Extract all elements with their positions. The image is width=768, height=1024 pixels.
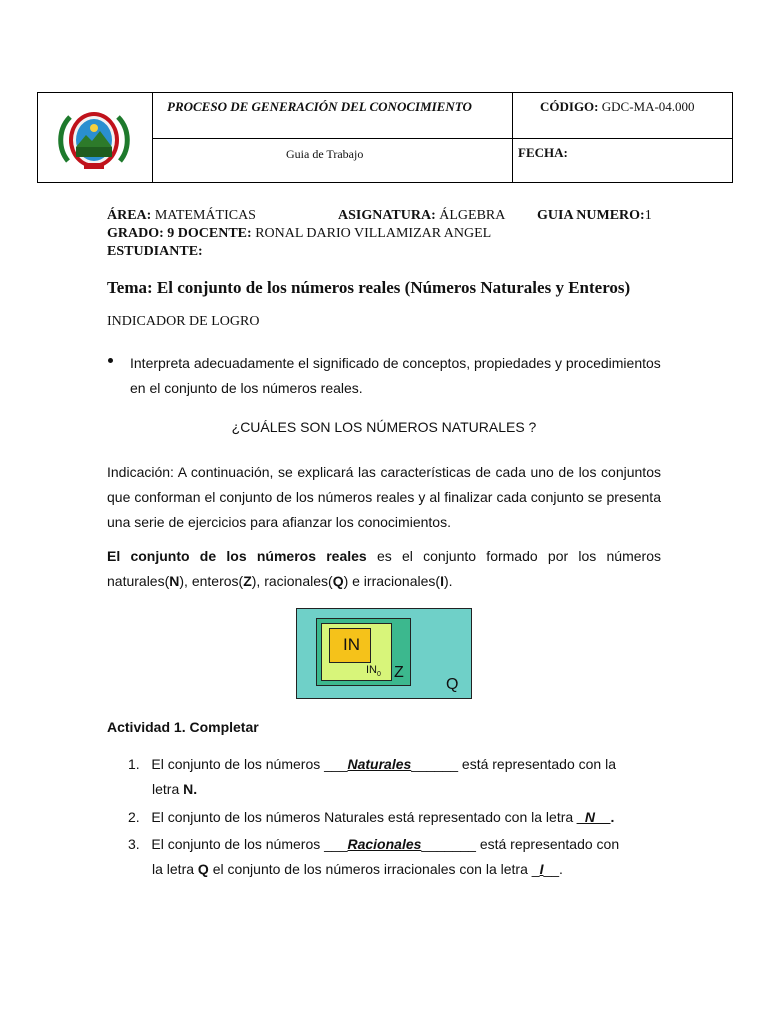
definition-text: ), enteros(: [179, 573, 244, 589]
area-line: [107, 208, 256, 224]
header-table: [37, 92, 733, 183]
item-text: El conjunto de los números Naturales está representado con la letra: [151, 809, 578, 825]
item-answer: _N__: [577, 809, 611, 825]
indicator-line: Interpreta adecuadamente el significado de conceptos, propiedades y procedimientos: [130, 355, 661, 371]
item-answer: Naturales: [347, 756, 412, 772]
grade-label: GRADO: 9: [107, 226, 175, 241]
indication-line: que conforman el conjunto de los números reales y al finalizar cada conjunto se presenta: [107, 489, 661, 505]
date-label: FECHA:: [518, 145, 568, 160]
activity-item-2: [128, 805, 614, 830]
item-text: El conjunto de los números ___: [151, 836, 348, 852]
definition-text: es el conjunto formado por los números: [366, 548, 661, 564]
subject-value: ÁLGEBRA: [439, 208, 506, 223]
set-symbol-z: Z: [243, 573, 252, 589]
item-number: 2.: [128, 809, 140, 825]
item-text: El conjunto de los números ___: [151, 756, 348, 772]
definition-text: ).: [443, 573, 453, 589]
guide-number-value: 1: [644, 208, 652, 223]
code-value: GDC-MA-04.000: [601, 99, 695, 114]
definition-line: [107, 544, 661, 569]
item-number: 1.: [128, 756, 140, 772]
topic-title: Tema: El conjunto de los números reales (Números Naturales y Enteros): [107, 278, 631, 297]
indication-line: Indicación: A continuación, se explicará las características de cada uno de los conjuntos: [107, 464, 661, 480]
set-n0-text: IN: [366, 664, 377, 676]
set-symbol-q: Q: [332, 573, 344, 589]
set-n0-subscript: 0: [377, 671, 381, 679]
item-text: __.: [543, 861, 563, 877]
activity-item-line: [128, 857, 619, 882]
activity-item-1: [128, 752, 616, 802]
subject-label: ASIGNATURA:: [338, 208, 436, 223]
guide-number-label: GUIA NUMERO:: [537, 208, 645, 223]
item-text: letra: [152, 781, 184, 797]
indicator-title: INDICADOR DE LOGRO: [107, 314, 260, 329]
item-text: el conjunto de los números irracionales con la letra _: [208, 861, 540, 877]
guide-number-line: [537, 208, 652, 224]
item-text: ______ está representado con la: [411, 756, 617, 772]
indicator-text: [130, 351, 661, 401]
institution-logo-icon: [54, 109, 134, 171]
activity-item-line: [128, 832, 619, 857]
process-title: PROCESO DE GENERACIÓN DEL CONOCIMIENTO: [167, 99, 472, 114]
area-value: MATEMÁTICAS: [154, 208, 256, 223]
activity-item-3: [128, 832, 619, 882]
item-text: _______ está representado con: [421, 836, 620, 852]
item-answer: Q: [197, 861, 209, 877]
bullet-icon: [108, 358, 113, 363]
set-symbol-n: N: [169, 573, 180, 589]
item-text: la letra: [152, 861, 198, 877]
number-sets-diagram: [296, 608, 472, 699]
student-label: ESTUDIANTE:: [107, 244, 203, 259]
item-text: .: [610, 809, 615, 825]
set-symbol-i: I: [440, 573, 444, 589]
grade-teacher-line: [107, 226, 491, 242]
set-n-label: IN: [343, 635, 360, 654]
set-n0-label: [366, 664, 381, 678]
item-answer: N.: [183, 781, 198, 797]
section-question: ¿CUÁLES SON LOS NÚMEROS NATURALES ?: [231, 419, 537, 435]
definition-text: naturales(: [107, 573, 170, 589]
definition-text: ) e irracionales(: [343, 573, 441, 589]
definition-text: ), racionales(: [251, 573, 333, 589]
set-q-label: Q: [446, 676, 459, 693]
set-z-label: Z: [394, 664, 404, 681]
activity-item-line: [128, 752, 616, 777]
indication-paragraph: [107, 460, 661, 535]
teacher-label: DOCENTE:: [177, 226, 252, 241]
indication-line: una serie de ejercicios para afianzar los conocimientos.: [107, 514, 451, 530]
definition-line: [107, 569, 661, 594]
code-field: [540, 99, 695, 115]
indicator-line: en el conjunto de los números reales.: [130, 380, 363, 396]
activity-title: Actividad 1. Completar: [107, 719, 259, 735]
code-label: CÓDIGO:: [540, 99, 599, 114]
subject-line: [338, 208, 505, 224]
teacher-value: RONAL DARIO VILLAMIZAR ANGEL: [255, 226, 492, 241]
document-type: Guia de Trabajo: [286, 147, 364, 161]
definition-paragraph: [107, 544, 661, 594]
item-number: 3.: [128, 836, 140, 852]
item-answer: I: [539, 861, 544, 877]
item-answer: Racionales: [347, 836, 422, 852]
activity-item-line: [128, 777, 616, 802]
header-divider: [152, 138, 732, 139]
area-label: ÁREA:: [107, 208, 152, 223]
definition-term: El conjunto de los números reales: [107, 548, 367, 564]
